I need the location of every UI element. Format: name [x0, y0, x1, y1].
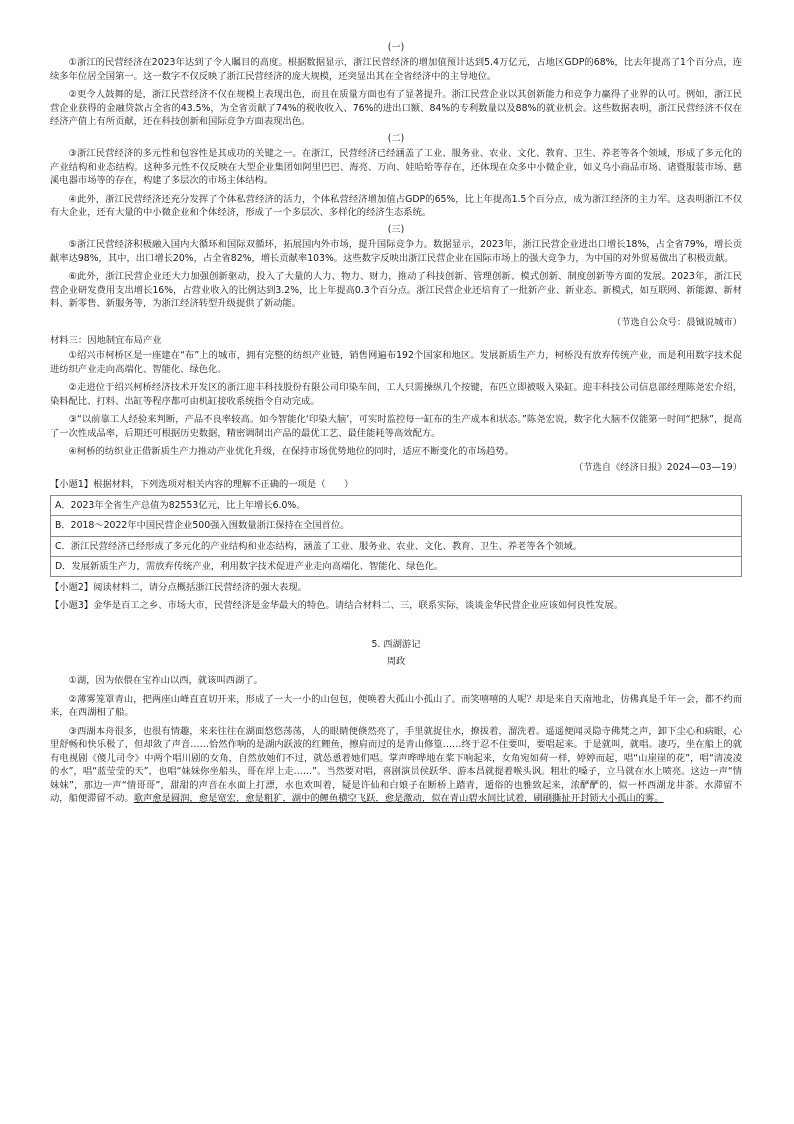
source-citation-2: （节选自《经济日报》2024—03—19） [573, 461, 742, 473]
section-heading-1: (一) [387, 42, 405, 53]
option-c[interactable]: C．浙江民营经济已经形成了多元化的产业结构和业态结构，涵盖了工业、服务业、农业、文化、教育、卫生、养老等各个领域。 [50, 537, 742, 557]
article-paragraph-3-text: ③西湖本舟很多，也很有情趣，来来往往在湖面悠悠荡荡，人的眼睛便倏然亮了，手里就捉住水，撩拔着，溜洗着。遥遥便闻灵隐寺佛梵之声，卸下尘心和病眼，心里舒畅和快乐极了，但却敛了声音……恰然作响的是湖内跃波的红鲤鱼，擦肩而过的是青山修篁……终于忍不住要叫，要唱起来。于是就叫，就唱。凄巧，坐在船上的就有电视剧《傻儿司令》中两个唱川剧的女角，自然放她们不过，就怂恿着她们唱。掌声哗哗地在桨下响起来，女角宛如荷一样，婷婷而起，唱“山崖崖的花”，唱“清凌凌的水”，唱“蓝莹莹的天”，也唱“妹妹你坐船头，哥在岸上走……”。当然要对唱，喜剧演员侯跃华、游本昌就提着喉头讽。粗壮的嗓子，立马就在水上喷亮。这边一声“情妹妹”，那边一声“情哥哥”，甜甜的声音在水面上打漂，水也欢叫着，疑是许仙和白娘子在断桥上踏青，遁俗的也雅致起来，浓酽酽的，似一杯西湖龙井茶。水滞留不动，船便滞留不动。 [50, 725, 742, 805]
section-heading-3: (三) [387, 223, 405, 235]
article-author: 周政 [386, 655, 406, 667]
article-paragraph-2: ②薄雾笼罩青山，把两座山峰直直切开来，形成了一大一小的山包包，便唤着大孤山小孤山了。而笑嘻嘻的人呢？却是来自天南地北，仿佛真是千年一会，都不约而来，在西湖相了船。 [50, 693, 742, 719]
material-3-title: 材料三：因地制宜布局产业 [50, 334, 162, 346]
article-paragraph-3 [50, 725, 742, 806]
paragraph-4: ④此外，浙江民营经济还充分发挥了个体私营经济的活力，个体私营经济增加值占GDP的65%，比上年提高1.5个百分点，成为浙江经济的主力军。这表明浙江不仅有大企业，还有大量的中小微企业和个体经济，形成了一个多层次、多样化的经济生态系统。 [50, 193, 742, 219]
option-d[interactable]: D．发展新质生产力，需放弃传统产业，利用数字技术促进产业走向高端化、智能化、绿色化。 [50, 557, 742, 577]
article-paragraph-1: ①湖，因为依偎在宝祚山以西，就该叫西湖了。 [68, 675, 263, 687]
option-a[interactable]: A．2023年全省生产总值为82553亿元，比上年增长6.0%。 [50, 496, 742, 516]
paragraph-3: ③浙江民营经济的多元性和包容性是其成功的关键之一。在浙江，民营经济已经涵盖了工业、服务业、农业、文化、教育、卫生、养老等各个领域，形成了多元化的产业结构和业态结构。这种多元性不仅反映在大型企业集团如阿里巴巴、海亮、万向、娃哈哈等存在，还体现在众多中小微企业，如义乌小商品市场、诸暨服装市场、慈溪电器市场等的存在，构建了多层次的市场主体结构。 [50, 148, 742, 187]
section-heading-2: (二) [387, 132, 405, 144]
material-3-paragraph-3: ③“以前靠工人经验来判断，产品不良率较高。如今智能化‘印染大脑’，可实时监控每一缸布的生产成本和状态。”陈尧宏说，数字化大脑不仅能第一时间“把脉”，提高了一次性成品率，后期还可根据历史数据，精密调制出产品的最优工艺、最佳能耗等高效配方。 [50, 414, 742, 439]
paragraph-6: ⑥此外，浙江民营企业还大力加强创新驱动，投入了大量的人力、物力、财力，推动了科技创新、管理创新、模式创新、制度创新等方面的发展。2023年，浙江民营企业研发费用支出增长16%，占营业收入的比例达到3.2%，比上年提高0.3个百分点。浙江民营企业还培育了一批新产业、新业态、新模式，如互联网、新能源、新材料、新零售、新服务等，为浙江经济转型升级提供了新动能。 [50, 271, 742, 309]
option-b[interactable]: B．2018～2022年中国民营企业500强入围数量浙江保持在全国首位。 [50, 516, 742, 536]
material-3-paragraph-4: ④柯桥的纺织业正借新质生产力推动产业优化升级，在保持市场优势地位的同时，适应不断变化的市场趋势。 [68, 446, 514, 458]
question-2: 【小题2】阅读材料二，请分点概括浙江民营经济的强大表现。 [50, 582, 307, 594]
article-title: 5. 西湖游记 [371, 639, 421, 651]
question-1: 【小题1】根据材料，下列选项对相关内容的理解不正确的一项是（ ） [50, 479, 354, 491]
options-table [50, 495, 742, 578]
paragraph-5: ⑤浙江民营经济积极融入国内大循环和国际双循环，拓展国内外市场，提升国际竞争力。数据显示，2023年，浙江民营企业进出口增长18%，占全省79%，增长贡献率达98%，其中，出口增长20%，占全省82%，增长贡献率103%。这些数字反映出浙江民营企业在国际市场上的强大竞争力，为中国的对外贸易做出了积极贡献。 [50, 239, 742, 264]
source-citation-1: （节选自公众号：晨铖说城市） [611, 317, 742, 329]
question-3: 【小题3】金华是百工之乡、市场大市，民营经济是金华最大的特色。请结合材料二、三，联系实际，谈谈金华民营企业应该如何良性发展。 [50, 599, 624, 611]
paragraph-2: ②更令人鼓舞的是，浙江民营经济不仅在规模上表现出色，而且在质量方面也有了显著提升。浙江民营企业以其创新能力和竞争力赢得了业界的认可。例如，浙江民营企业获得的金融贷款占全省的43.5%，为全省贡献了74%的税收收入、76%的进出口额、84%的专利数量以及88%的就业机会。这些数据表明，浙江民营经济不仅在经济产值上有所贡献，还在科技创新和国际竞争方面表现出色。 [50, 89, 742, 128]
underlined-sentence: 歌声愈是圆润，愈是宽宏，愈是粗犷，湖中的鲤鱼横空飞跃，愈是激动，似在青山碧水间比试着，刷刷撕扯开封锁大小孤山的雾。 [133, 793, 664, 805]
material-3-paragraph-1: ①绍兴市柯桥区是一座建在“布”上的城市，拥有完整的纺织产业链，销售网遍布192个国家和地区。发展新质生产力，柯桥没有放弃传统产业，而是利用数字技术促进纺织产业走向高端化、智能化、绿色化。 [50, 350, 742, 375]
paragraph-1: ①浙江的民营经济在2023年达到了令人瞩目的高度。根据数据显示，浙江民营经济的增加值预计达到5.4万亿元，占地区GDP的68%，比去年提高了1个百分点，连续多年位居全国第一。这一数字不仅反映了浙江民营经济的庞大规模，还突显出其在全省经济中的主导地位。 [50, 57, 742, 82]
material-3-paragraph-2: ②走进位于绍兴柯桥经济技术开发区的浙江迎丰科技股份有限公司印染车间，工人只需操纵几个按键，布匹立即被吸入染缸。迎丰科技公司信息部经理陈尧宏介绍，染料配比、打料、出缸等程序都可由机缸接收系统指令自动完成。 [50, 382, 742, 407]
